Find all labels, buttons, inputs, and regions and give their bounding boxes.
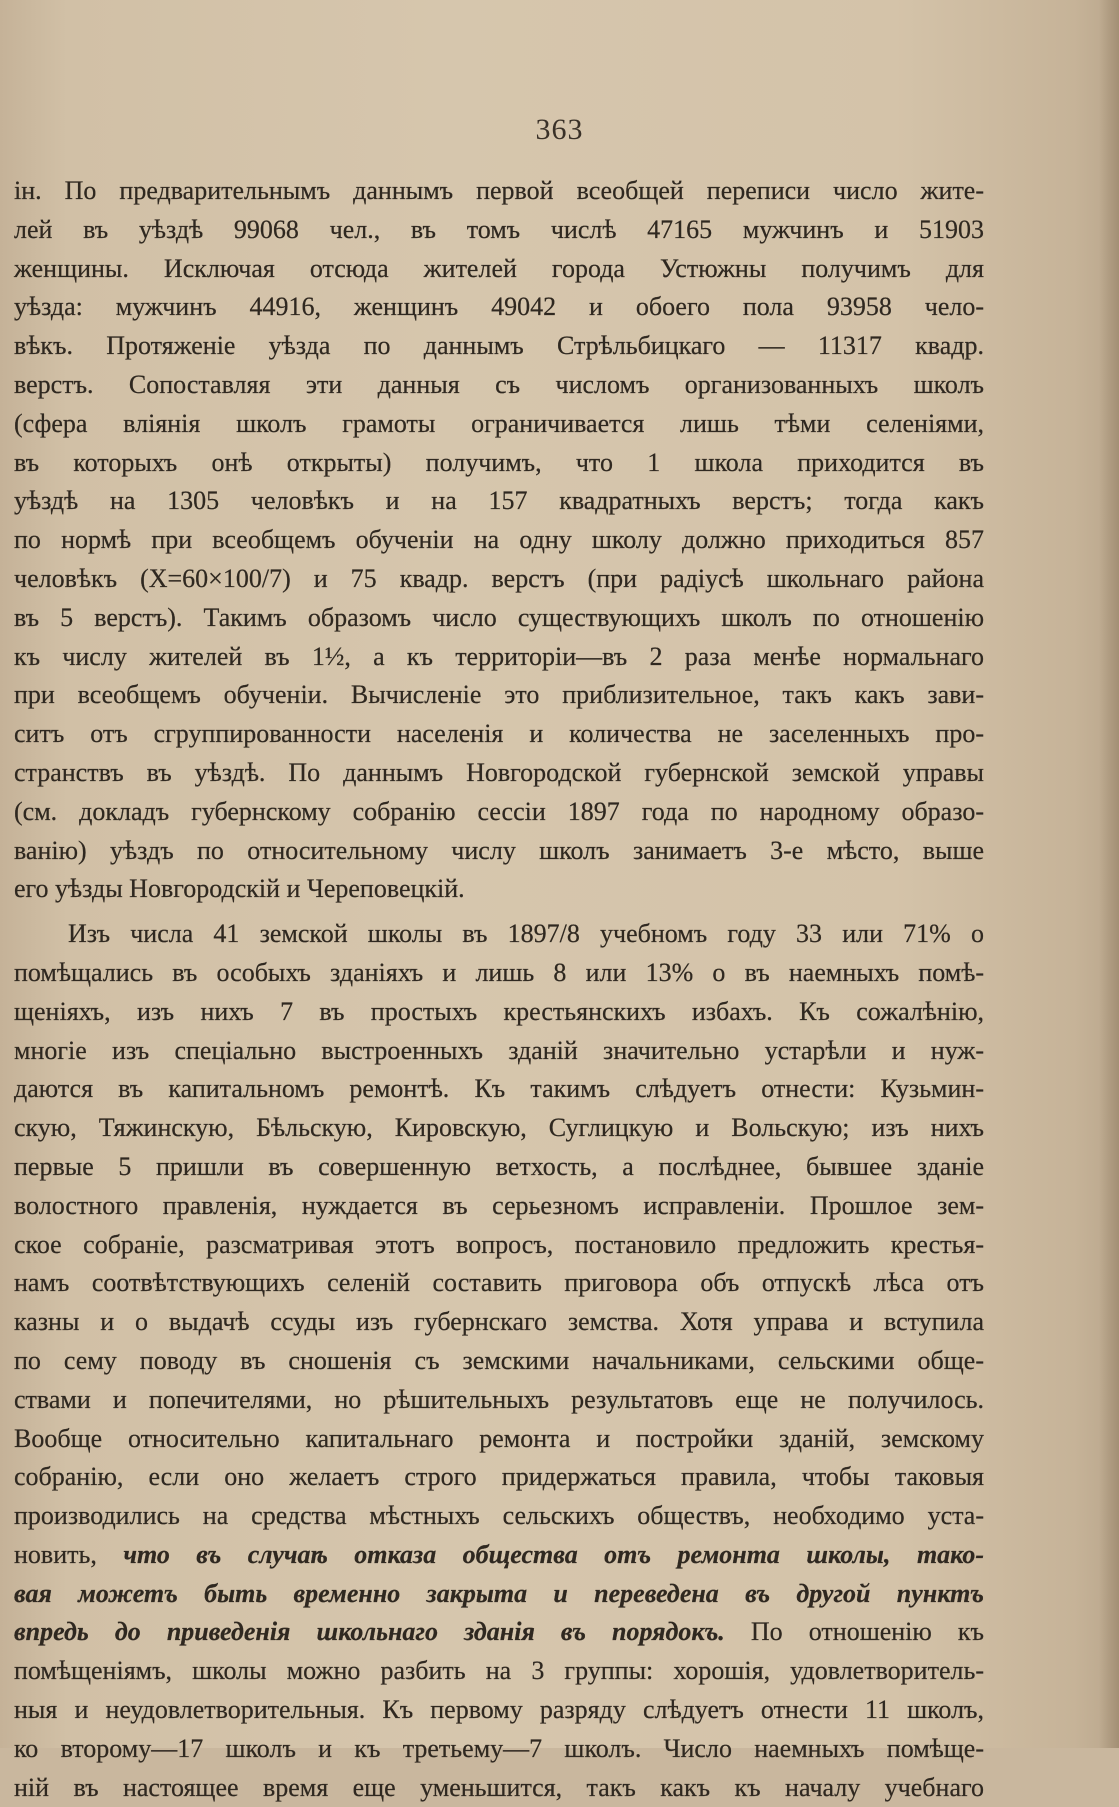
text-line: помѣщались въ особыхъ зданіяхъ и лишь 8 или 13% о въ наемныхъ помѣ- bbox=[14, 957, 984, 987]
italic-emphasis: впредь до приведенія школьнаго зданія въ порядокъ. bbox=[14, 1617, 725, 1647]
text-line: лей въ уѣздѣ 99068 чел., въ томъ числѣ 47165 мужчинъ и 51903 bbox=[14, 214, 984, 244]
text-line: даются въ капитальномъ ремонтѣ. Къ такимъ слѣдуетъ отнести: Кузьмин- bbox=[14, 1074, 984, 1104]
text-line: при всеобщемъ обученіи. Вычисленіе это приблизительное, такъ какъ зави- bbox=[14, 680, 984, 710]
text-line bbox=[14, 1575, 984, 1614]
text-line: человѣкъ (X=60×100/7) и 75 квадр. верстъ (при радіусѣ школьнаго района bbox=[14, 563, 984, 593]
text-line: многіе изъ спеціально выстроенныхъ зданій значительно устарѣли и нуж- bbox=[14, 1035, 984, 1065]
text-line: (см. докладъ губернскому собранію сессіи 1897 года по народному образо- bbox=[14, 796, 984, 826]
text-line: волостного правленія, нуждается въ серьезномъ исправленіи. Прошлое зем- bbox=[14, 1190, 984, 1220]
italic-emphasis: вая можетъ быть временно закрыта и переведена въ другой пунктъ bbox=[14, 1578, 984, 1608]
text-line bbox=[14, 1536, 984, 1575]
text-line: женщины. Исключая отсюда жителей города Устюжны получимъ для bbox=[14, 253, 984, 283]
paragraph-2 bbox=[14, 915, 984, 1536]
text-line: ній въ настоящее время еще уменьшится, такъ какъ къ началу учебнаго bbox=[14, 1772, 984, 1802]
text-line: верстъ. Сопоставляя эти данныя съ числомъ организованныхъ школъ bbox=[14, 369, 984, 399]
body-text bbox=[14, 172, 984, 1807]
text-line: (сфера вліянія школъ грамоты ограничивается лишь тѣми селеніями, bbox=[14, 408, 984, 438]
text-line: его уѣзды Новгородскій и Череповецкій. bbox=[14, 874, 465, 904]
text-line: ныя и неудовлетворительныя. Къ первому разряду слѣдуетъ отнести 11 школъ, bbox=[14, 1695, 984, 1725]
text-line: намъ соотвѣтствующихъ селеній составить приговора объ отпускѣ лѣса отъ bbox=[14, 1268, 984, 1298]
paragraph-3 bbox=[14, 1652, 984, 1807]
text-line: уѣзда: мужчинъ 44916, женщинъ 49042 и обоего пола 93958 чело- bbox=[14, 292, 984, 322]
text-line: первые 5 пришли въ совершенную ветхость, а послѣднее, бывшее зданіе bbox=[14, 1151, 984, 1181]
text-line: по сему поводу въ сношенія съ земскими начальниками, сельскими обще- bbox=[14, 1345, 984, 1375]
text-line bbox=[14, 1613, 984, 1652]
text-line: вѣкъ. Протяженіе уѣзда по даннымъ Стрѣльбицкаго — 11317 квадр. bbox=[14, 331, 984, 361]
text-line: производились на средства мѣстныхъ сельскихъ обществъ, необходимо уста- bbox=[14, 1501, 984, 1531]
text-fragment: новить, bbox=[14, 1539, 97, 1569]
text-line: въ 5 верстъ). Такимъ образомъ число существующихъ школъ по отношенію bbox=[14, 602, 984, 632]
text-line: Вообще относительно капитальнаго ремонта и постройки зданій, земскому bbox=[14, 1423, 984, 1453]
text-fragment: По отношенію къ bbox=[750, 1617, 985, 1647]
paragraph-1 bbox=[14, 172, 984, 909]
text-line: помѣщеніямъ, школы можно разбить на 3 группы: хорошія, удовлетворитель- bbox=[14, 1656, 984, 1686]
text-line: Изъ числа 41 земской школы въ 1897/8 учебномъ году 33 или 71% о bbox=[68, 919, 984, 949]
text-line: по нормѣ при всеобщемъ обученіи на одну школу должно приходиться 857 bbox=[14, 525, 984, 555]
page-edge-shadow bbox=[1099, 0, 1119, 1748]
text-line: странствъ въ уѣздѣ. По даннымъ Новгородской губернской земской управы bbox=[14, 757, 984, 787]
text-line: уѣздѣ на 1305 человѣкъ и на 157 квадратныхъ верстъ; тогда какъ bbox=[14, 486, 984, 516]
text-line: ін. По предварительнымъ даннымъ первой всеобщей переписи число жите- bbox=[14, 176, 984, 205]
text-line: къ числу жителей въ 1½, а къ территоріи—въ 2 раза менѣе нормальнаго bbox=[14, 641, 984, 671]
text-line: въ которыхъ онѣ открыты) получимъ, что 1 школа приходится въ bbox=[14, 447, 984, 477]
text-line: собранію, если оно желаетъ строго придержаться правила, чтобы таковыя bbox=[14, 1462, 984, 1492]
text-line: ситъ отъ сгруппированности населенія и количества не заселенныхъ про- bbox=[14, 719, 984, 749]
page-number: 363 bbox=[535, 113, 584, 146]
text-line: ванію) уѣздъ по относительному числу школъ занимаетъ 3-е мѣсто, выше bbox=[14, 835, 984, 865]
text-line: ское собраніе, разсматривая этотъ вопросъ, постановило предложить крестья- bbox=[14, 1229, 984, 1259]
text-line: скую, Тяжинскую, Бѣльскую, Кировскую, Суглицкую и Вольскую; изъ нихъ bbox=[14, 1113, 984, 1143]
text-line: казны и о выдачѣ ссуды изъ губернскаго земства. Хотя управа и вступила bbox=[14, 1307, 984, 1337]
text-line: ко второму—17 школъ и къ третьему—7 школъ. Число наемныхъ помѣще- bbox=[14, 1733, 984, 1763]
text-line: щеніяхъ, изъ нихъ 7 въ простыхъ крестьянскихъ избахъ. Къ сожалѣнію, bbox=[14, 996, 984, 1026]
text-line: ствами и попечителями, но рѣшительныхъ результатовъ еще не получилось. bbox=[14, 1384, 984, 1414]
italic-emphasis: что въ случаѣ отказа общества отъ ремонта школы, тако- bbox=[123, 1539, 985, 1569]
